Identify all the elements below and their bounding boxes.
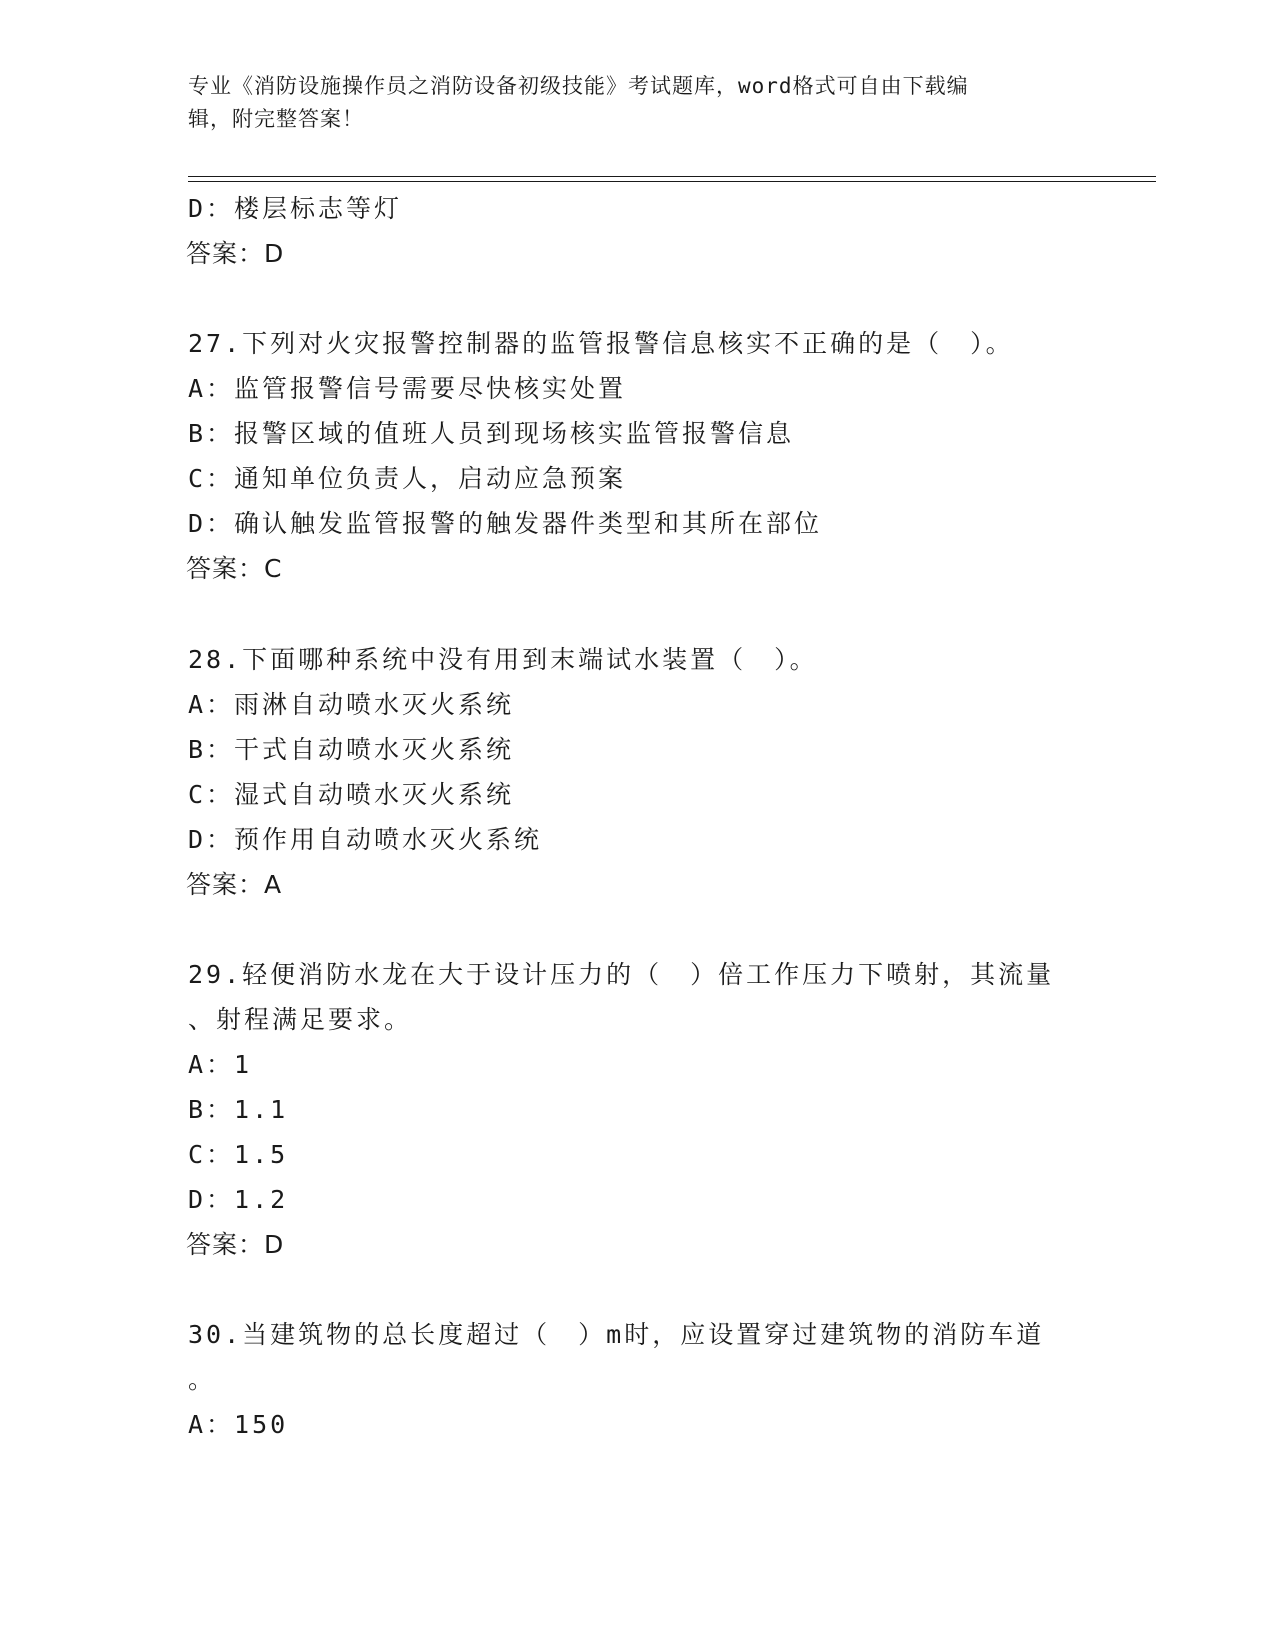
q28-option-b: B：干式自动喷水灭火系统 [188, 735, 515, 764]
q29-answer: 答案：D [186, 1230, 285, 1259]
header-line-2: 辑，附完整答案！ [188, 107, 364, 131]
q27-option-b: B：报警区域的值班人员到现场核实监管报警信息 [188, 419, 795, 448]
header-rule-top [188, 176, 1156, 177]
document-header [188, 70, 1078, 136]
q29-option-a: A：1 [188, 1050, 253, 1079]
q27-option-d: D：确认触发监管报警的触发器件类型和其所在部位 [188, 509, 823, 538]
q27-option-a: A：监管报警信号需要尽快核实处置 [188, 374, 627, 403]
q27-stem: 27.下列对火灾报警控制器的监管报警信息核实不正确的是（ ）。 [188, 329, 1014, 358]
q29-stem-line-1: 29.轻便消防水龙在大于设计压力的（ ）倍工作压力下喷射，其流量 [188, 960, 1055, 989]
q27-answer: 答案：C [186, 554, 283, 583]
q28-answer: 答案：A [186, 870, 283, 899]
q26-option-d: D：楼层标志等灯 [188, 194, 403, 223]
q30-option-a: A：150 [188, 1410, 289, 1439]
header-rule-bottom [188, 181, 1156, 182]
q27-option-c: C：通知单位负责人，启动应急预案 [188, 464, 627, 493]
q28-option-c: C：湿式自动喷水灭火系统 [188, 780, 515, 809]
q29-option-d: D：1.2 [188, 1185, 289, 1214]
q29-stem-line-2: 、射程满足要求。 [188, 1005, 413, 1034]
q28-stem: 28.下面哪种系统中没有用到末端试水装置（ ）。 [188, 645, 818, 674]
header-line-1: 专业《消防设施操作员之消防设备初级技能》考试题库，word格式可自由下载编 [188, 74, 969, 98]
q30-stem-line-2: 。 [188, 1365, 217, 1394]
q28-option-a: A：雨淋自动喷水灭火系统 [188, 690, 515, 719]
q30-stem-line-1: 30.当建筑物的总长度超过（ ）m时，应设置穿过建筑物的消防车道 [188, 1320, 1045, 1349]
q26-answer: 答案：D [186, 239, 285, 268]
q29-option-c: C：1.5 [188, 1140, 289, 1169]
q29-option-b: B：1.1 [188, 1095, 289, 1124]
q28-option-d: D：预作用自动喷水灭火系统 [188, 825, 543, 854]
